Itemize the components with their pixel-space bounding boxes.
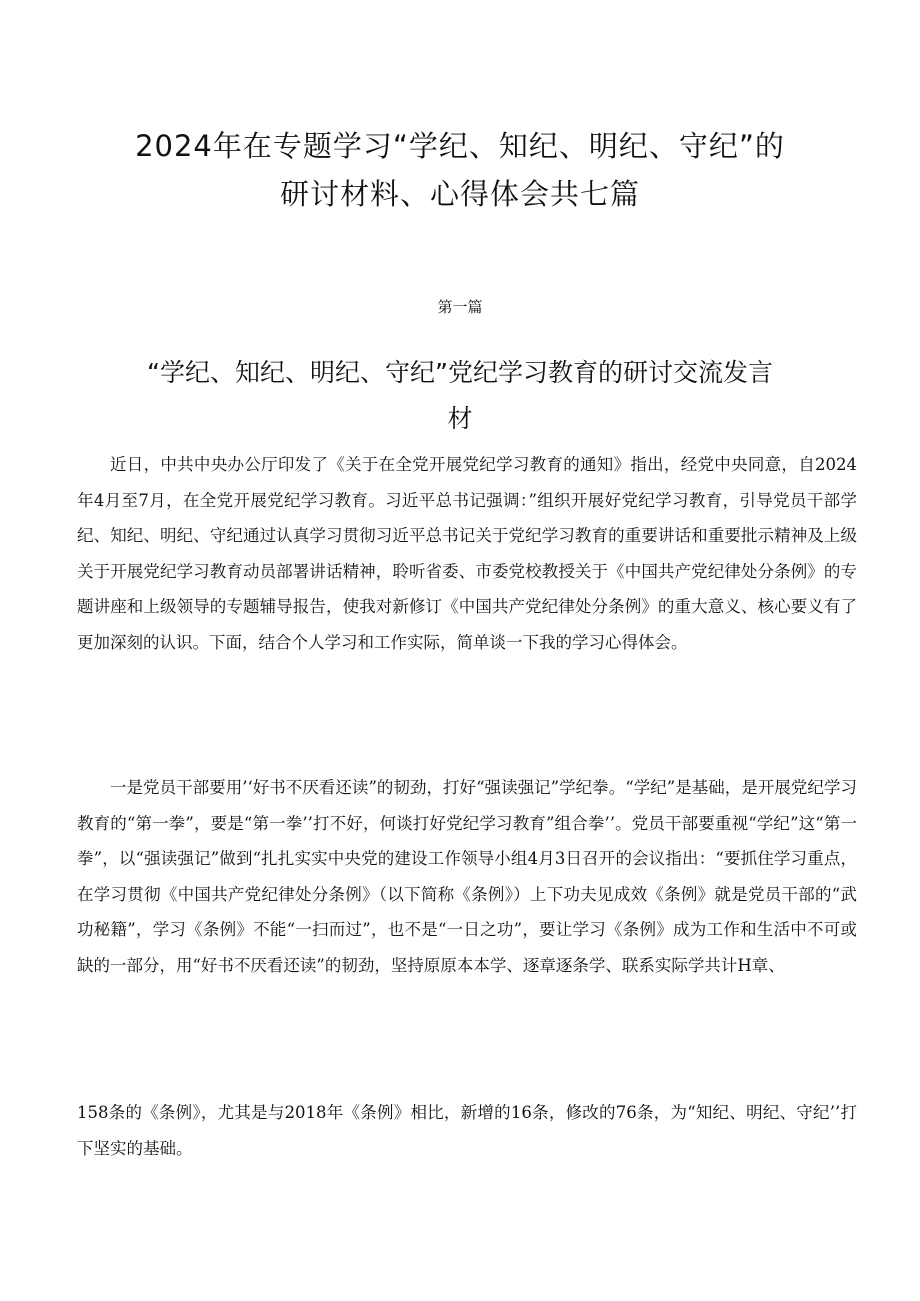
body-paragraph: 158条的《条例》，尤其是与2018年《条例》相比，新增的16条，修改的76条，为“知纪、明纪、守纪’’打下坚实的基础。 [77, 1103, 857, 1158]
article-title [110, 350, 810, 442]
document-title-line-2: 研讨材料、心得体会共七篇 [279, 177, 640, 211]
document-title-line-1: 2024年在专题学习“学纪、知纪、明纪、守纪”的 [135, 129, 785, 163]
section-label: 第一篇 [437, 298, 483, 316]
article-title-line-2: 材 [447, 404, 473, 433]
document-title [90, 122, 830, 218]
article-title-line-1: “学纪、知纪、明纪、守纪”党纪学习教育的研讨交流发言 [147, 358, 773, 387]
body-paragraph: 一是党员干部要用’‘好书不厌看还读”的韧劲，打好“强读强记”学纪拳。“学纪”是基础，是开展党纪学习教育的“第一拳”，要是“第一拳’’打不好，何谈打好党纪学习教育”组合拳’’。党员干部要重视“学纪”这“第一拳”，以“强读强记”做到“扎扎实实中央党的建设工作领导小组4月3日召开的会议指出：“要抓住学习重点，在学习贯彻《中国共产党纪律处分条例》（以下简称《条例》）上下功夫见成效《条例》就是党员干部的“武功秘籍”，学习《条例》不能“一扫而过”，也不是“一日之功”，要让学习《条例》成为工作和生活中不可或缺的一部分，用“好书不厌看还读”的韧劲，坚持原原本本学、逐章逐条学、联系实际学共计H章、 [77, 778, 857, 975]
body-paragraph: 近日，中共中央办公厅印发了《关于在全党开展党纪学习教育的通知》指出，经党中央同意，自2024年4月至7月，在全党开展党纪学习教育。习近平总书记强调：”组织开展好党纪学习教育，引导党员干部学纪、知纪、明纪、守纪通过认真学习贯彻习近平总书记关于党纪学习教育的重要讲话和重要批示精神及上级关于开展党纪学习教育动员部署讲话精神，聆听省委、市委党校教授关于《中国共产党纪律处分条例》的专题讲座和上级领导的专题辅导报告，使我对新修订《中国共产党纪律处分条例》的重大意义、核心要义有了更加深刻的认识。下面，结合个人学习和工作实际，简单谈一下我的学习心得体会。 [77, 455, 857, 652]
